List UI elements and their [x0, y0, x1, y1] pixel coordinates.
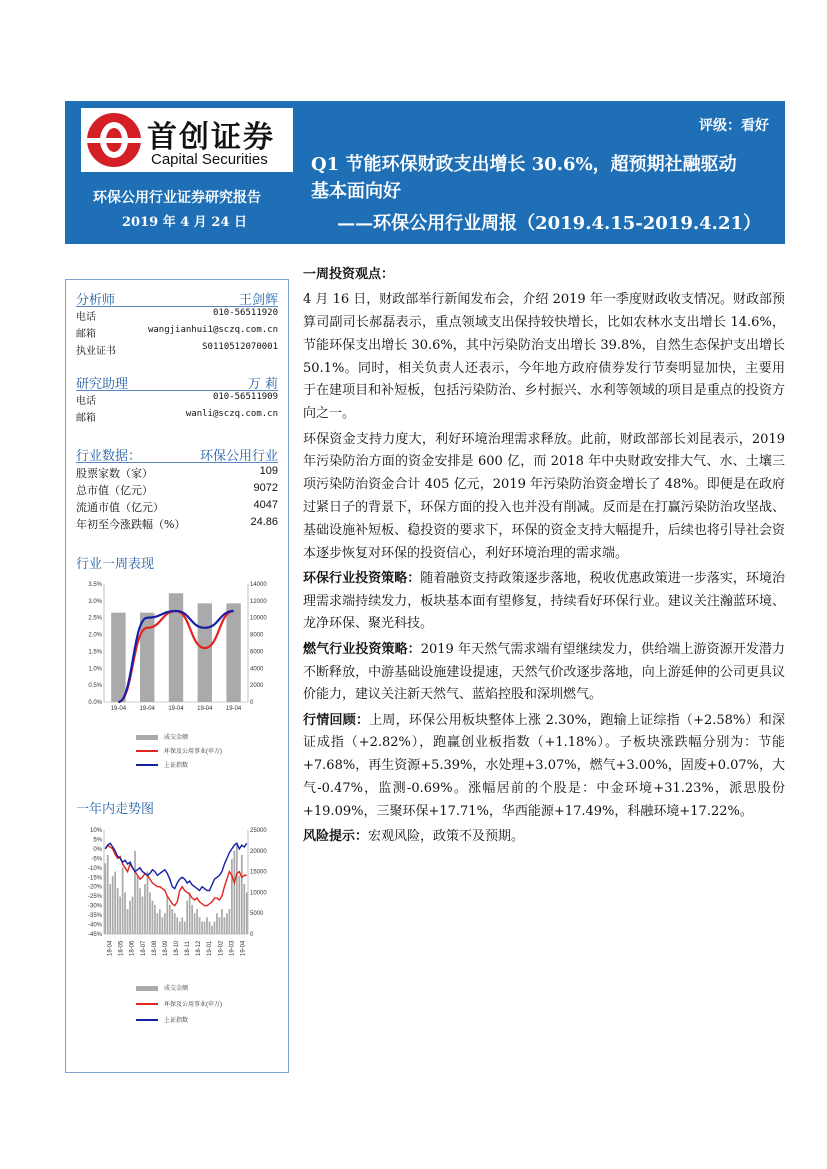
- legend-label: 上证指数: [164, 763, 189, 769]
- volume-bar: [142, 897, 144, 934]
- weekly-legend-volume: [136, 732, 188, 741]
- volume-bar: [199, 917, 201, 934]
- volume-bar: [152, 901, 154, 934]
- x-tick-label: 19-01: [207, 940, 214, 956]
- y-tick-label-left: -25%: [87, 894, 102, 901]
- logo-mark-icon: [87, 113, 141, 167]
- volume-bar: [137, 876, 139, 934]
- paragraph-env-strategy: [303, 568, 785, 636]
- volume-bar: [139, 888, 141, 934]
- volume-bar: [229, 909, 231, 934]
- legend-label: 上证指数: [164, 1018, 189, 1024]
- volume-bar: [159, 909, 161, 934]
- y-tick-label-left: -40%: [87, 922, 102, 929]
- volume-bar: [209, 922, 211, 934]
- report-title-line2: 基本面向好: [311, 181, 401, 202]
- x-tick-label: 18-04: [107, 940, 114, 956]
- y-tick-label-left: 0.5%: [88, 683, 102, 690]
- analyst-license: [76, 342, 278, 358]
- y-tick-label-left: 1.0%: [88, 666, 102, 673]
- kv-key: 邮箱: [76, 413, 96, 424]
- assistant-label: 研究助理: [76, 377, 129, 392]
- weekly-view-heading: 一周投资观点：: [303, 267, 395, 282]
- volume-bar: [117, 888, 119, 934]
- volume-bar: [149, 892, 151, 934]
- volume-bar: [191, 905, 193, 934]
- x-tick-label: 19-04: [139, 706, 155, 712]
- kv-key: 总市值（亿元）: [76, 484, 153, 497]
- volume-bar: [111, 613, 125, 702]
- x-tick-label: 19-03: [229, 940, 236, 956]
- y-tick-label-left: -20%: [87, 884, 102, 891]
- company-logo: [81, 108, 293, 172]
- y-tick-label-left: 0.0%: [88, 700, 102, 706]
- x-tick-label: 19-04: [240, 940, 247, 956]
- y-tick-label-left: -5%: [91, 856, 102, 863]
- volume-bar: [194, 913, 196, 934]
- volume-bar: [224, 917, 226, 934]
- yearly-legend-sector: [136, 999, 222, 1008]
- kv-key: 电话: [76, 312, 96, 323]
- y-tick-label-right: 0: [250, 700, 254, 706]
- y-tick-label-right: 0: [250, 932, 254, 938]
- paragraph-body: 上周，环保公用板块整体上涨 2.30%，跑输上证综指（+2.58%）和深证成指（+2.82%），跑赢创业板指数（+1.18%）。子板块涨跌幅分别为：节能+7.68%，再生资源+5.39%，水处理+3.07%，燃气+3.00%，固废+0.07%，大气-0.47%，监测-0.69%。涨幅居前的个股是：中金环境+31.23%，派思股份+19.09%，三聚环保+17.71%，华西能源+17.49%，科融环境+17.22%。: [303, 712, 785, 819]
- volume-bar: [226, 603, 240, 702]
- y-tick-label-right: 25000: [250, 828, 267, 834]
- kv-value: 4047: [253, 499, 278, 511]
- x-tick-label: 18-11: [185, 941, 192, 956]
- legend-label: 成交金额: [164, 986, 189, 992]
- y-tick-label-left: 5%: [93, 837, 102, 844]
- y-tick-label-right: 14000: [250, 582, 267, 588]
- logo-english-name: Capital Securities: [151, 151, 268, 168]
- logo-chinese-name: 首创证券: [147, 120, 275, 155]
- kv-key: 股票家数（家）: [76, 467, 153, 480]
- y-tick-label-right: 6000: [250, 649, 264, 656]
- volume-bar: [109, 884, 111, 934]
- y-tick-label-right: 15000: [250, 869, 267, 876]
- y-tick-label-left: 2.0%: [88, 632, 102, 639]
- analyst-header: [76, 289, 278, 307]
- y-tick-label-left: -35%: [87, 913, 102, 920]
- volume-bar: [198, 603, 212, 702]
- paragraph-lead: 燃气行业投资策略：: [303, 641, 421, 657]
- industry-row: [76, 516, 278, 532]
- x-tick-label: 19-04: [110, 706, 127, 712]
- paragraph-lead: 环保行业投资策略：: [303, 570, 421, 586]
- y-tick-label-left: 1.5%: [88, 649, 102, 656]
- volume-bar: [129, 901, 131, 934]
- yearly-trend-chart: [72, 826, 282, 974]
- paragraph-market-review: [303, 710, 785, 824]
- main-content: [303, 264, 785, 851]
- yearly-chart-title: 一年内走势图: [76, 802, 155, 817]
- paragraph-gas-strategy: [303, 639, 785, 707]
- yearly-legend-index: [136, 1015, 188, 1024]
- y-tick-label-right: 2000: [250, 683, 264, 690]
- assistant-header: [76, 373, 278, 391]
- paragraph-risk: [303, 826, 785, 849]
- y-tick-label-left: -30%: [87, 903, 102, 910]
- kv-key: 电话: [76, 396, 96, 407]
- volume-bar: [246, 892, 248, 934]
- volume-bar: [157, 913, 159, 934]
- industry-name: 环保公用行业: [199, 449, 278, 464]
- volume-bar: [204, 922, 206, 934]
- volume-bar: [169, 905, 171, 934]
- volume-bar: [169, 593, 183, 702]
- volume-bar: [236, 842, 238, 934]
- kv-value: 010-56511909: [212, 392, 278, 402]
- volume-bar: [189, 892, 191, 934]
- volume-bar: [201, 922, 203, 934]
- paragraph-fiscal: 4 月 16 日，财政部举行新闻发布会，介绍 2019 年一季度财政收支情况。财政部预算司副司长郝磊表示，重点领域支出保持较快增长，比如农林水支出增长 14.6%，节能环保支出增长 30.6%，其中污染防治支出增长 39.8%，自然生态保护支出增长 50.1%。同时，相关负责人还表示，今年地方政府债券发行节奏明显加快，主要用于在建项目和补短板，包括污染防治、乡村振兴、水利等领域的项目是重点的投资方向之一。: [303, 292, 785, 422]
- volume-bar: [107, 855, 109, 934]
- legend-label: 环保及公用事业(申万): [164, 1002, 222, 1008]
- sidebar: [65, 279, 289, 1073]
- volume-bar: [166, 897, 168, 934]
- volume-bar: [186, 901, 188, 934]
- paragraph-lead: 风险提示：: [303, 829, 369, 845]
- weekly-performance-chart: [72, 578, 282, 720]
- volume-bar: [144, 884, 146, 934]
- paragraph-funding: 环保资金支持力度大，利好环境治理需求释放。此前，财政部部长刘昆表示，2019 年污染防治方面的资金安排是 600 亿，而 2018 年中央财政安排大气、水、土壤三项污染防治资金合计 405 亿元，2019 年污染防治资金增长了 48%。即便是在政府过紧日子的背景下，环保方面的投入也并没有削减。反而是在打赢污染防治攻坚战、基础设施补短板、稳投资的要求下，环保的资金支持大幅提升，后续也将引导社会资本逐步恢复对环保的投资信心，利好环境治理的需求端。: [303, 431, 785, 561]
- y-tick-label-left: 2.5%: [88, 615, 102, 622]
- volume-bar: [176, 917, 178, 934]
- volume-bar: [243, 884, 245, 934]
- volume-bar: [241, 855, 243, 934]
- analyst-phone: [76, 308, 278, 324]
- x-tick-label: 19-02: [218, 940, 225, 956]
- report-subtitle: ——环保公用行业周报（2019.4.15-2019.4.21）: [337, 213, 761, 234]
- volume-bar: [219, 917, 221, 934]
- volume-bar: [214, 922, 216, 934]
- analyst-label: 分析师: [76, 293, 116, 308]
- x-tick-label: 18-05: [118, 940, 125, 956]
- weekly-legend-index: [136, 760, 188, 769]
- volume-bar: [179, 922, 181, 934]
- kv-value: 9072: [253, 482, 278, 494]
- volume-bar: [164, 913, 166, 934]
- y-tick-label-left: 10%: [89, 828, 102, 834]
- assistant-phone: [76, 392, 278, 408]
- volume-bar: [184, 922, 186, 934]
- volume-bar: [231, 859, 233, 934]
- report-date: 2019 年 4 月 24 日: [122, 215, 247, 230]
- kv-value: 010-56511920: [212, 308, 278, 318]
- volume-bar: [132, 897, 134, 934]
- y-tick-label-right: 10000: [250, 615, 267, 622]
- kv-value: wanli@sczq.com.cn: [185, 409, 278, 419]
- x-tick-label: 19-04: [168, 706, 184, 712]
- y-tick-label-left: -15%: [87, 875, 102, 882]
- volume-bar: [119, 897, 121, 934]
- volume-bar: [226, 913, 228, 934]
- x-tick-label: 19-04: [197, 706, 213, 712]
- volume-bar: [122, 867, 124, 934]
- volume-bar: [174, 913, 176, 934]
- industry-data-label: 行业数据：: [76, 449, 142, 464]
- volume-bar: [154, 905, 156, 934]
- kv-value: 109: [259, 465, 278, 477]
- kv-key: 邮箱: [76, 329, 96, 340]
- y-tick-label-left: -10%: [87, 865, 102, 872]
- x-tick-label: 18-07: [140, 940, 147, 956]
- volume-bar: [221, 909, 223, 934]
- report-title-line1: Q1 节能环保财政支出增长 30.6%，超预期社融驱动: [311, 154, 737, 175]
- kv-value: S0110512070001: [202, 342, 278, 352]
- kv-value: 24.86: [250, 516, 278, 528]
- weekly-chart-title: 行业一周表现: [76, 557, 155, 572]
- volume-bar: [196, 909, 198, 934]
- x-tick-label: 18-12: [196, 940, 203, 956]
- volume-bar: [104, 863, 106, 934]
- x-tick-label: 18-09: [162, 940, 169, 956]
- paragraph-lead: 行情回顾：: [303, 712, 370, 728]
- industry-row: [76, 465, 278, 481]
- volume-bar: [211, 926, 213, 934]
- x-tick-label: 18-08: [151, 940, 158, 956]
- y-tick-label-right: 20000: [250, 848, 267, 855]
- y-tick-label-left: 0%: [93, 846, 102, 853]
- y-tick-label-left: 3.0%: [88, 598, 102, 605]
- weekly-legend-sector: [136, 746, 222, 755]
- y-tick-label-right: 12000: [250, 598, 267, 605]
- report-header: [65, 101, 785, 244]
- volume-bar: [134, 851, 136, 934]
- volume-bar: [124, 892, 126, 934]
- volume-bar: [161, 917, 163, 934]
- industry-row: [76, 482, 278, 498]
- volume-bar: [233, 851, 235, 934]
- y-tick-label-left: -45%: [87, 932, 102, 938]
- kv-key: 流通市值（亿元）: [76, 501, 164, 514]
- y-tick-label-right: 4000: [250, 666, 264, 673]
- assistant-name: 万 莉: [247, 377, 278, 392]
- x-tick-label: 18-06: [129, 940, 136, 956]
- paragraph-body: 2019 年天然气需求端有望继续发力，供给端上游资源开发潜力不断释放，中游基础设施建设提速，天然气价改逐步落地，向上游延伸的公司更具议价能力，建议关注新天然气、蓝焰控股和深圳燃气。: [303, 641, 785, 703]
- y-tick-label-left: 3.5%: [88, 582, 102, 588]
- analyst-name: 王剑辉: [238, 293, 278, 308]
- volume-bar: [216, 913, 218, 934]
- y-tick-label-right: 5000: [250, 911, 264, 918]
- volume-bar: [171, 909, 173, 934]
- volume-bar: [181, 917, 183, 934]
- paragraph-body: 宏观风险，政策不及预期。: [368, 829, 525, 845]
- kv-key: 年初至今涨跌幅（%）: [76, 518, 186, 531]
- volume-bar: [112, 876, 114, 934]
- legend-label: 环保及公用事业(申万): [164, 749, 222, 755]
- paragraph-body: 随着融资支持政策逐步落地，税收优惠政策进一步落实，环境治理需求端持续发力，板块基本面有望修复，持续看好环保行业。建议关注瀚蓝环境、龙净环保、聚光科技。: [303, 570, 785, 632]
- y-tick-label-right: 10000: [250, 890, 267, 897]
- volume-bar: [238, 876, 240, 934]
- legend-label: 成交金额: [164, 735, 189, 741]
- industry-row: [76, 499, 278, 515]
- volume-bar: [127, 909, 129, 934]
- volume-bar: [206, 917, 208, 934]
- kv-key: 执业证书: [76, 346, 116, 357]
- volume-bar: [147, 872, 149, 934]
- kv-value: wangjianhui1@sczq.com.cn: [147, 325, 278, 335]
- industry-data-header: [76, 445, 278, 463]
- x-tick-label: 19-04: [225, 706, 242, 712]
- report-type: 环保公用行业证券研究报告: [93, 190, 261, 206]
- assistant-email: [76, 409, 278, 425]
- volume-bar: [114, 872, 116, 934]
- series-line: [105, 845, 247, 906]
- analyst-email: [76, 325, 278, 341]
- x-tick-label: 18-10: [174, 940, 180, 956]
- rating-badge: 评级：看好: [699, 118, 769, 134]
- y-tick-label-right: 8000: [250, 632, 264, 639]
- yearly-legend-volume: [136, 983, 188, 992]
